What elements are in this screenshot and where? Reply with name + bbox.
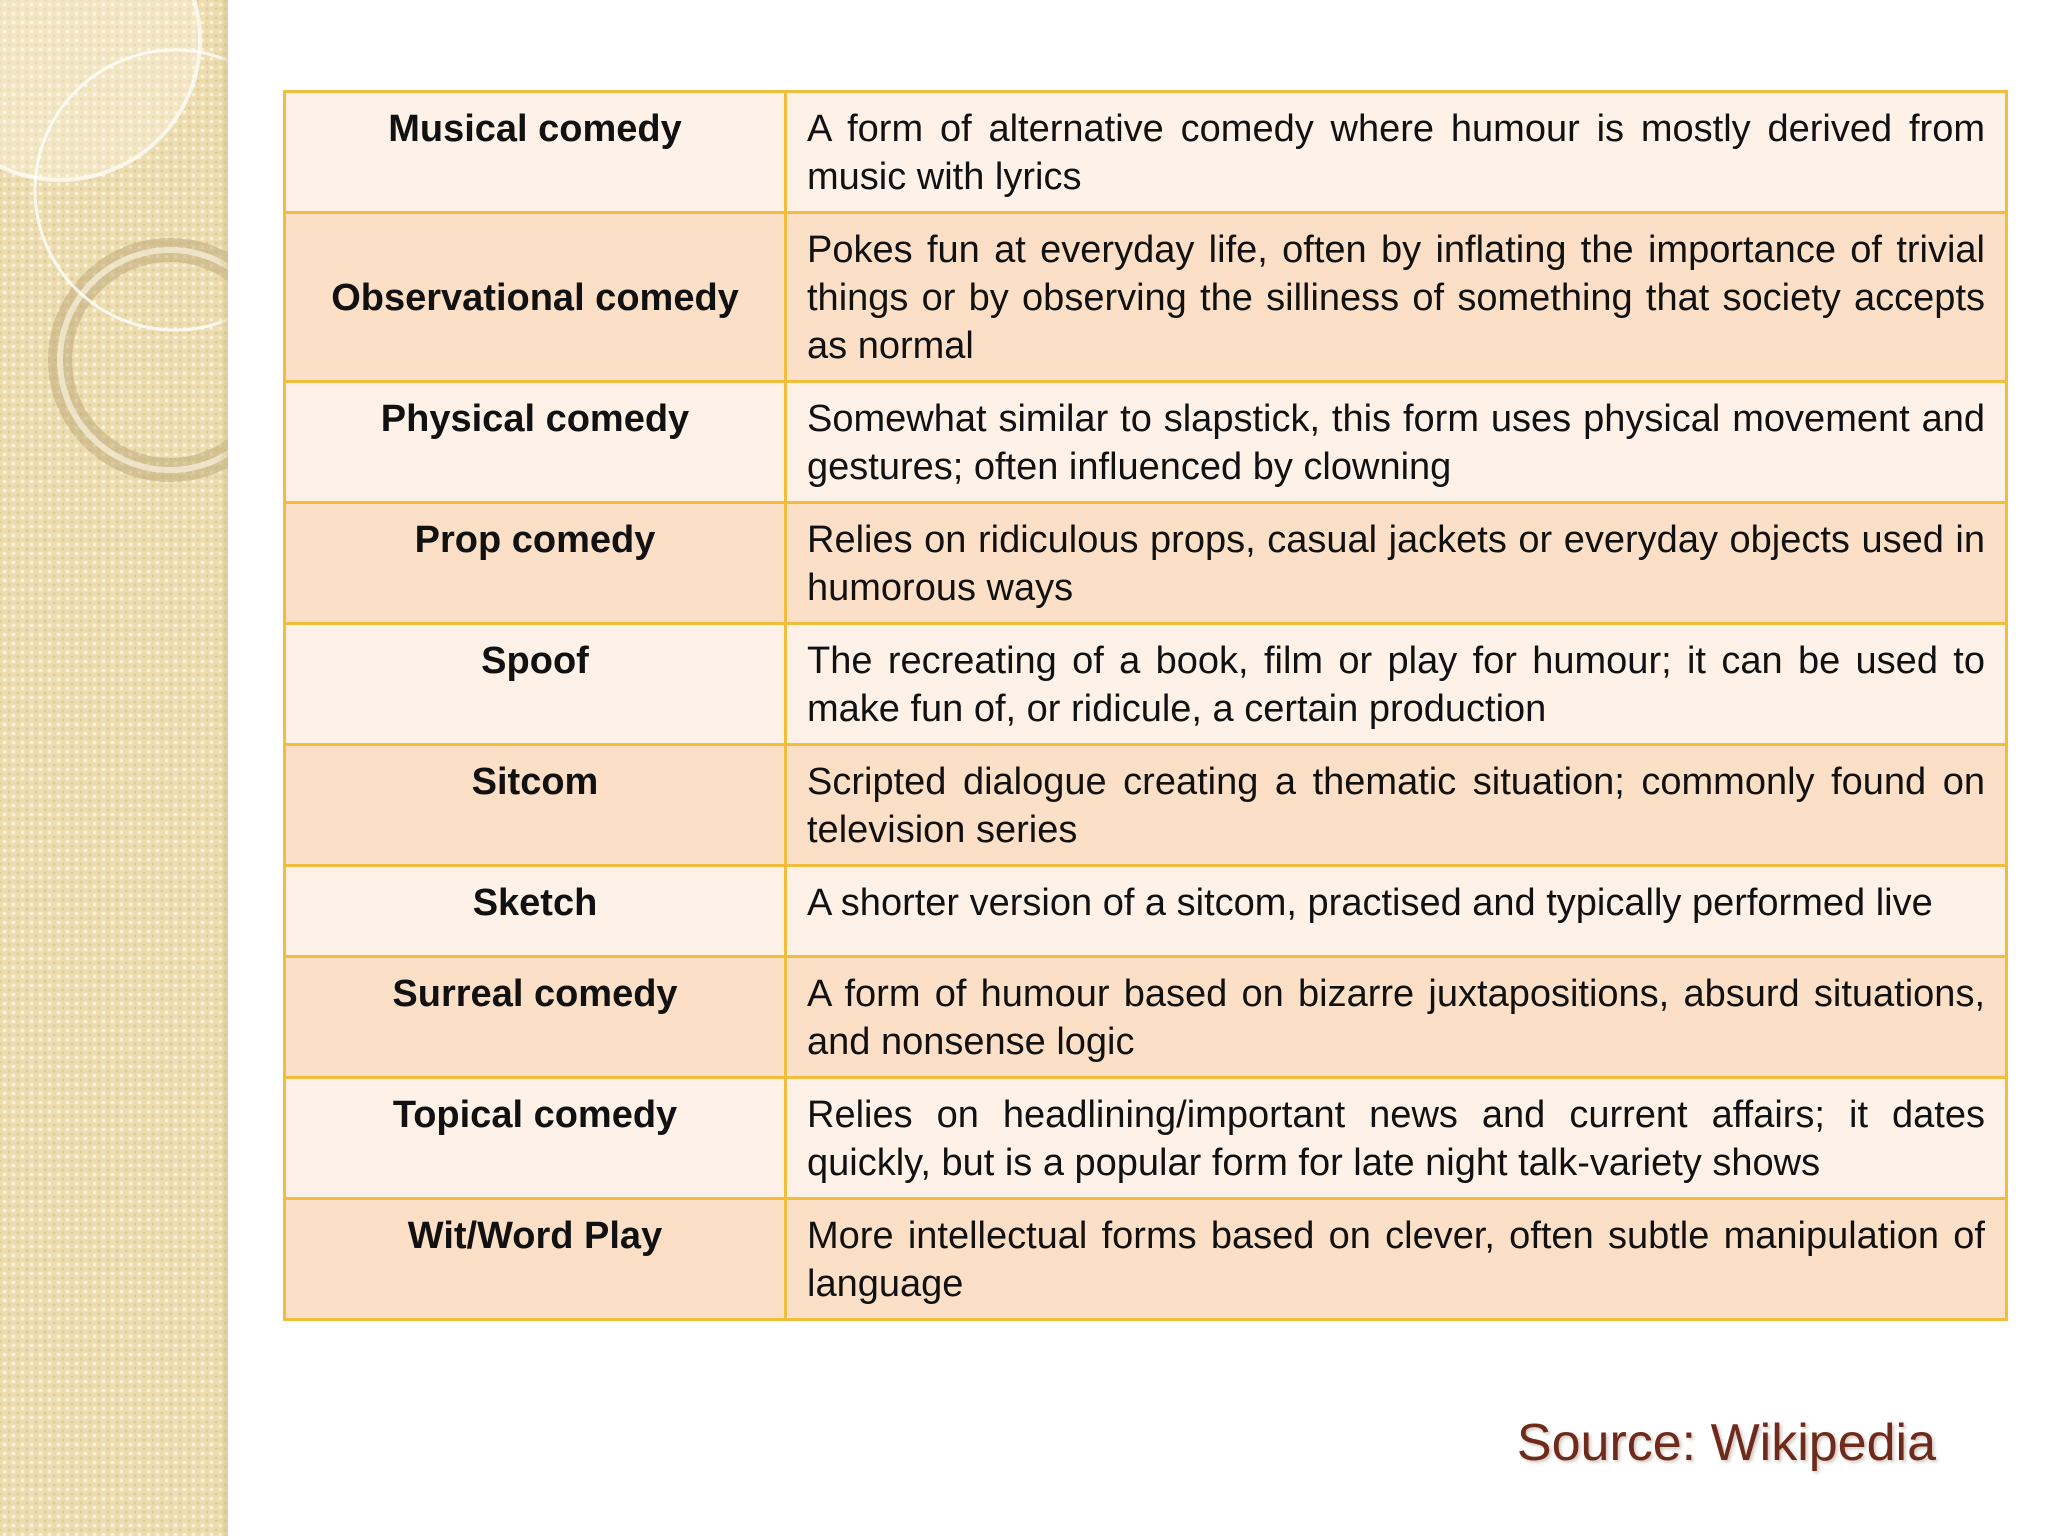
comedy-types-table bbox=[283, 90, 2008, 1321]
term-cell: Physical comedy bbox=[285, 382, 786, 503]
description-cell: Pokes fun at everyday life, often by inflating the importance of trivial things or by observing the silliness of something that society accepts as normal bbox=[786, 213, 2007, 382]
description-cell: More intellectual forms based on clever, often subtle manipulation of language bbox=[786, 1199, 2007, 1320]
table-row bbox=[285, 866, 2007, 957]
table-row bbox=[285, 382, 2007, 503]
term-cell: Prop comedy bbox=[285, 503, 786, 624]
term-cell: Surreal comedy bbox=[285, 957, 786, 1078]
description-cell: Somewhat similar to slapstick, this form uses physical movement and gestures; often influenced by clowning bbox=[786, 382, 2007, 503]
description-cell: Relies on ridiculous props, casual jackets or everyday objects used in humorous ways bbox=[786, 503, 2007, 624]
decorative-side-strip bbox=[0, 0, 228, 1536]
decorative-rings-icon bbox=[0, 0, 228, 520]
term-cell: Spoof bbox=[285, 624, 786, 745]
description-cell: A shorter version of a sitcom, practised and typically performed live bbox=[786, 866, 2007, 957]
term-cell: Sketch bbox=[285, 866, 786, 957]
table-row bbox=[285, 213, 2007, 382]
description-cell: Scripted dialogue creating a thematic situation; commonly found on television series bbox=[786, 745, 2007, 866]
table-row bbox=[285, 92, 2007, 213]
description-cell: A form of humour based on bizarre juxtapositions, absurd situations, and nonsense logic bbox=[786, 957, 2007, 1078]
description-cell: The recreating of a book, film or play for humour; it can be used to make fun of, or ridicule, a certain production bbox=[786, 624, 2007, 745]
term-cell: Sitcom bbox=[285, 745, 786, 866]
table-row bbox=[285, 1078, 2007, 1199]
description-cell: Relies on headlining/important news and current affairs; it dates quickly, but is a popular form for late night talk-variety shows bbox=[786, 1078, 2007, 1199]
table-row bbox=[285, 745, 2007, 866]
term-cell: Observational comedy bbox=[285, 213, 786, 382]
table-row bbox=[285, 1199, 2007, 1320]
table-row bbox=[285, 957, 2007, 1078]
table-row bbox=[285, 624, 2007, 745]
term-cell: Wit/Word Play bbox=[285, 1199, 786, 1320]
table-row bbox=[285, 503, 2007, 624]
term-cell: Topical comedy bbox=[285, 1078, 786, 1199]
description-cell: A form of alternative comedy where humour is mostly derived from music with lyrics bbox=[786, 92, 2007, 213]
source-citation: Source: Wikipedia bbox=[1516, 1414, 1936, 1472]
term-cell: Musical comedy bbox=[285, 92, 786, 213]
